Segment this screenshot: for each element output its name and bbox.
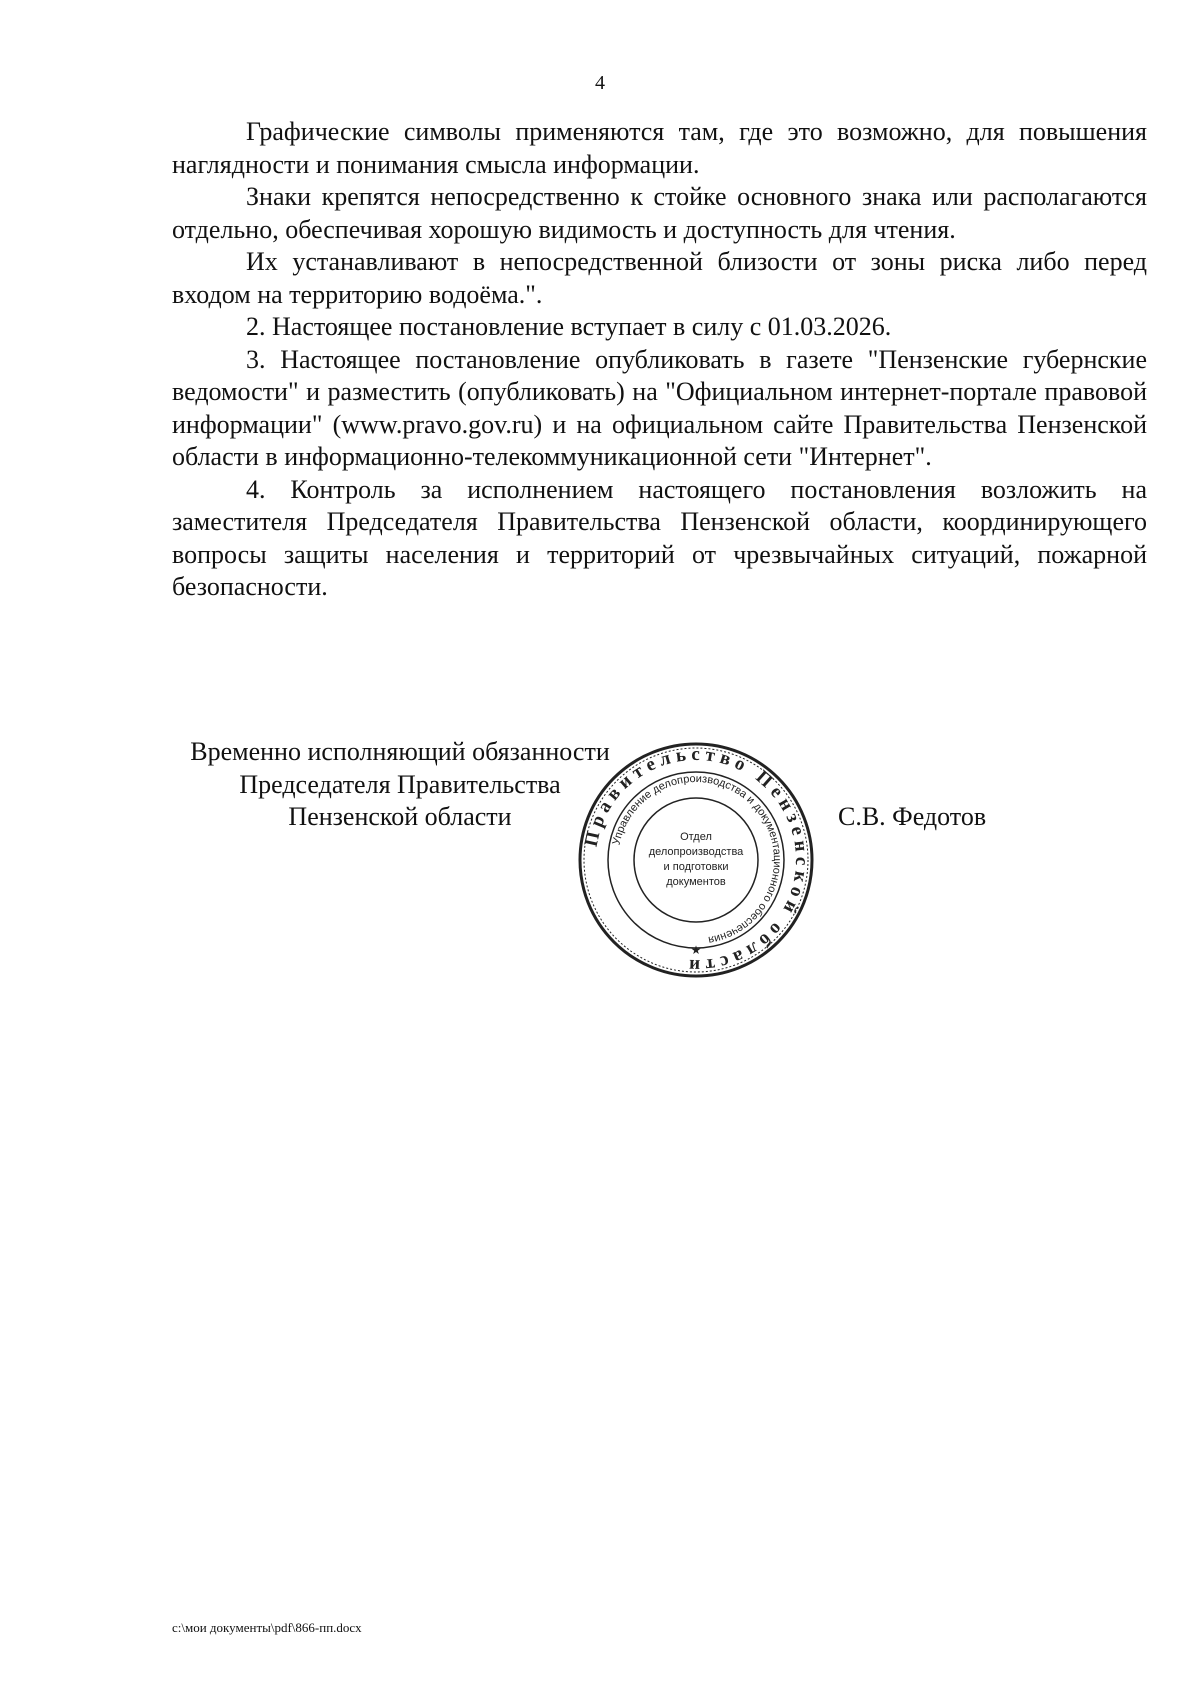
paragraph: 4. Контроль за исполнением настоящего постановления возложить на заместителя Председателя Правительства Пензенской области, координирующего вопросы защиты населения и территорий от чрезвычайных ситуаций, пожарной безопасности.	[172, 474, 1147, 601]
paragraph: 2. Настоящее постановление вступает в силу с 01.03.2026.	[246, 312, 892, 341]
signatory-position-line: Председателя Правительства	[239, 769, 561, 799]
official-seal	[576, 740, 816, 980]
document-body	[172, 116, 1147, 604]
seal-center-line: документов	[666, 876, 726, 888]
signatory-position-line: Пензенской области	[288, 802, 512, 831]
paragraph: 3. Настоящее постановление опубликовать в газете "Пензенские губернские ведомости" и разместить (опубликовать) на "Официальном интернет-портале правовой информации" (www.pravo.gov.ru) и на официальном сайте Правительства Пензенской области в информационно-телекоммуникационной сети "Интернет".	[172, 344, 1147, 471]
seal-star-icon: ★	[690, 943, 702, 957]
seal-center-line: Отдел	[680, 831, 712, 843]
seal-center-line: и подготовки	[663, 861, 729, 873]
signatory-position	[150, 736, 650, 834]
signatory-position-line: Временно исполняющий обязанности	[190, 737, 610, 766]
seal-center-line: делопроизводства	[648, 846, 744, 858]
paragraph: Графические символы применяются там, где это возможно, для повышения наглядности и понимания смысла информации.	[172, 117, 1147, 179]
seal-outer-text: Правительство Пензенской области	[580, 743, 813, 977]
seal-middle-text: Управление делопроизводства и документационного обеспечения	[610, 772, 784, 947]
paragraph: Знаки крепятся непосредственно к стойке основного знака или располагаются отдельно, обеспечивая хорошую видимость и доступность для чтения.	[172, 182, 1147, 244]
page-number: 4	[595, 72, 605, 94]
signatory-name: С.В. Федотов	[838, 802, 987, 831]
file-path-footer: c:\мои документы\pdf\866-пп.docx	[172, 1620, 362, 1635]
paragraph: Их устанавливают в непосредственной близости от зоны риска либо перед входом на территорию водоёма.".	[172, 247, 1147, 309]
